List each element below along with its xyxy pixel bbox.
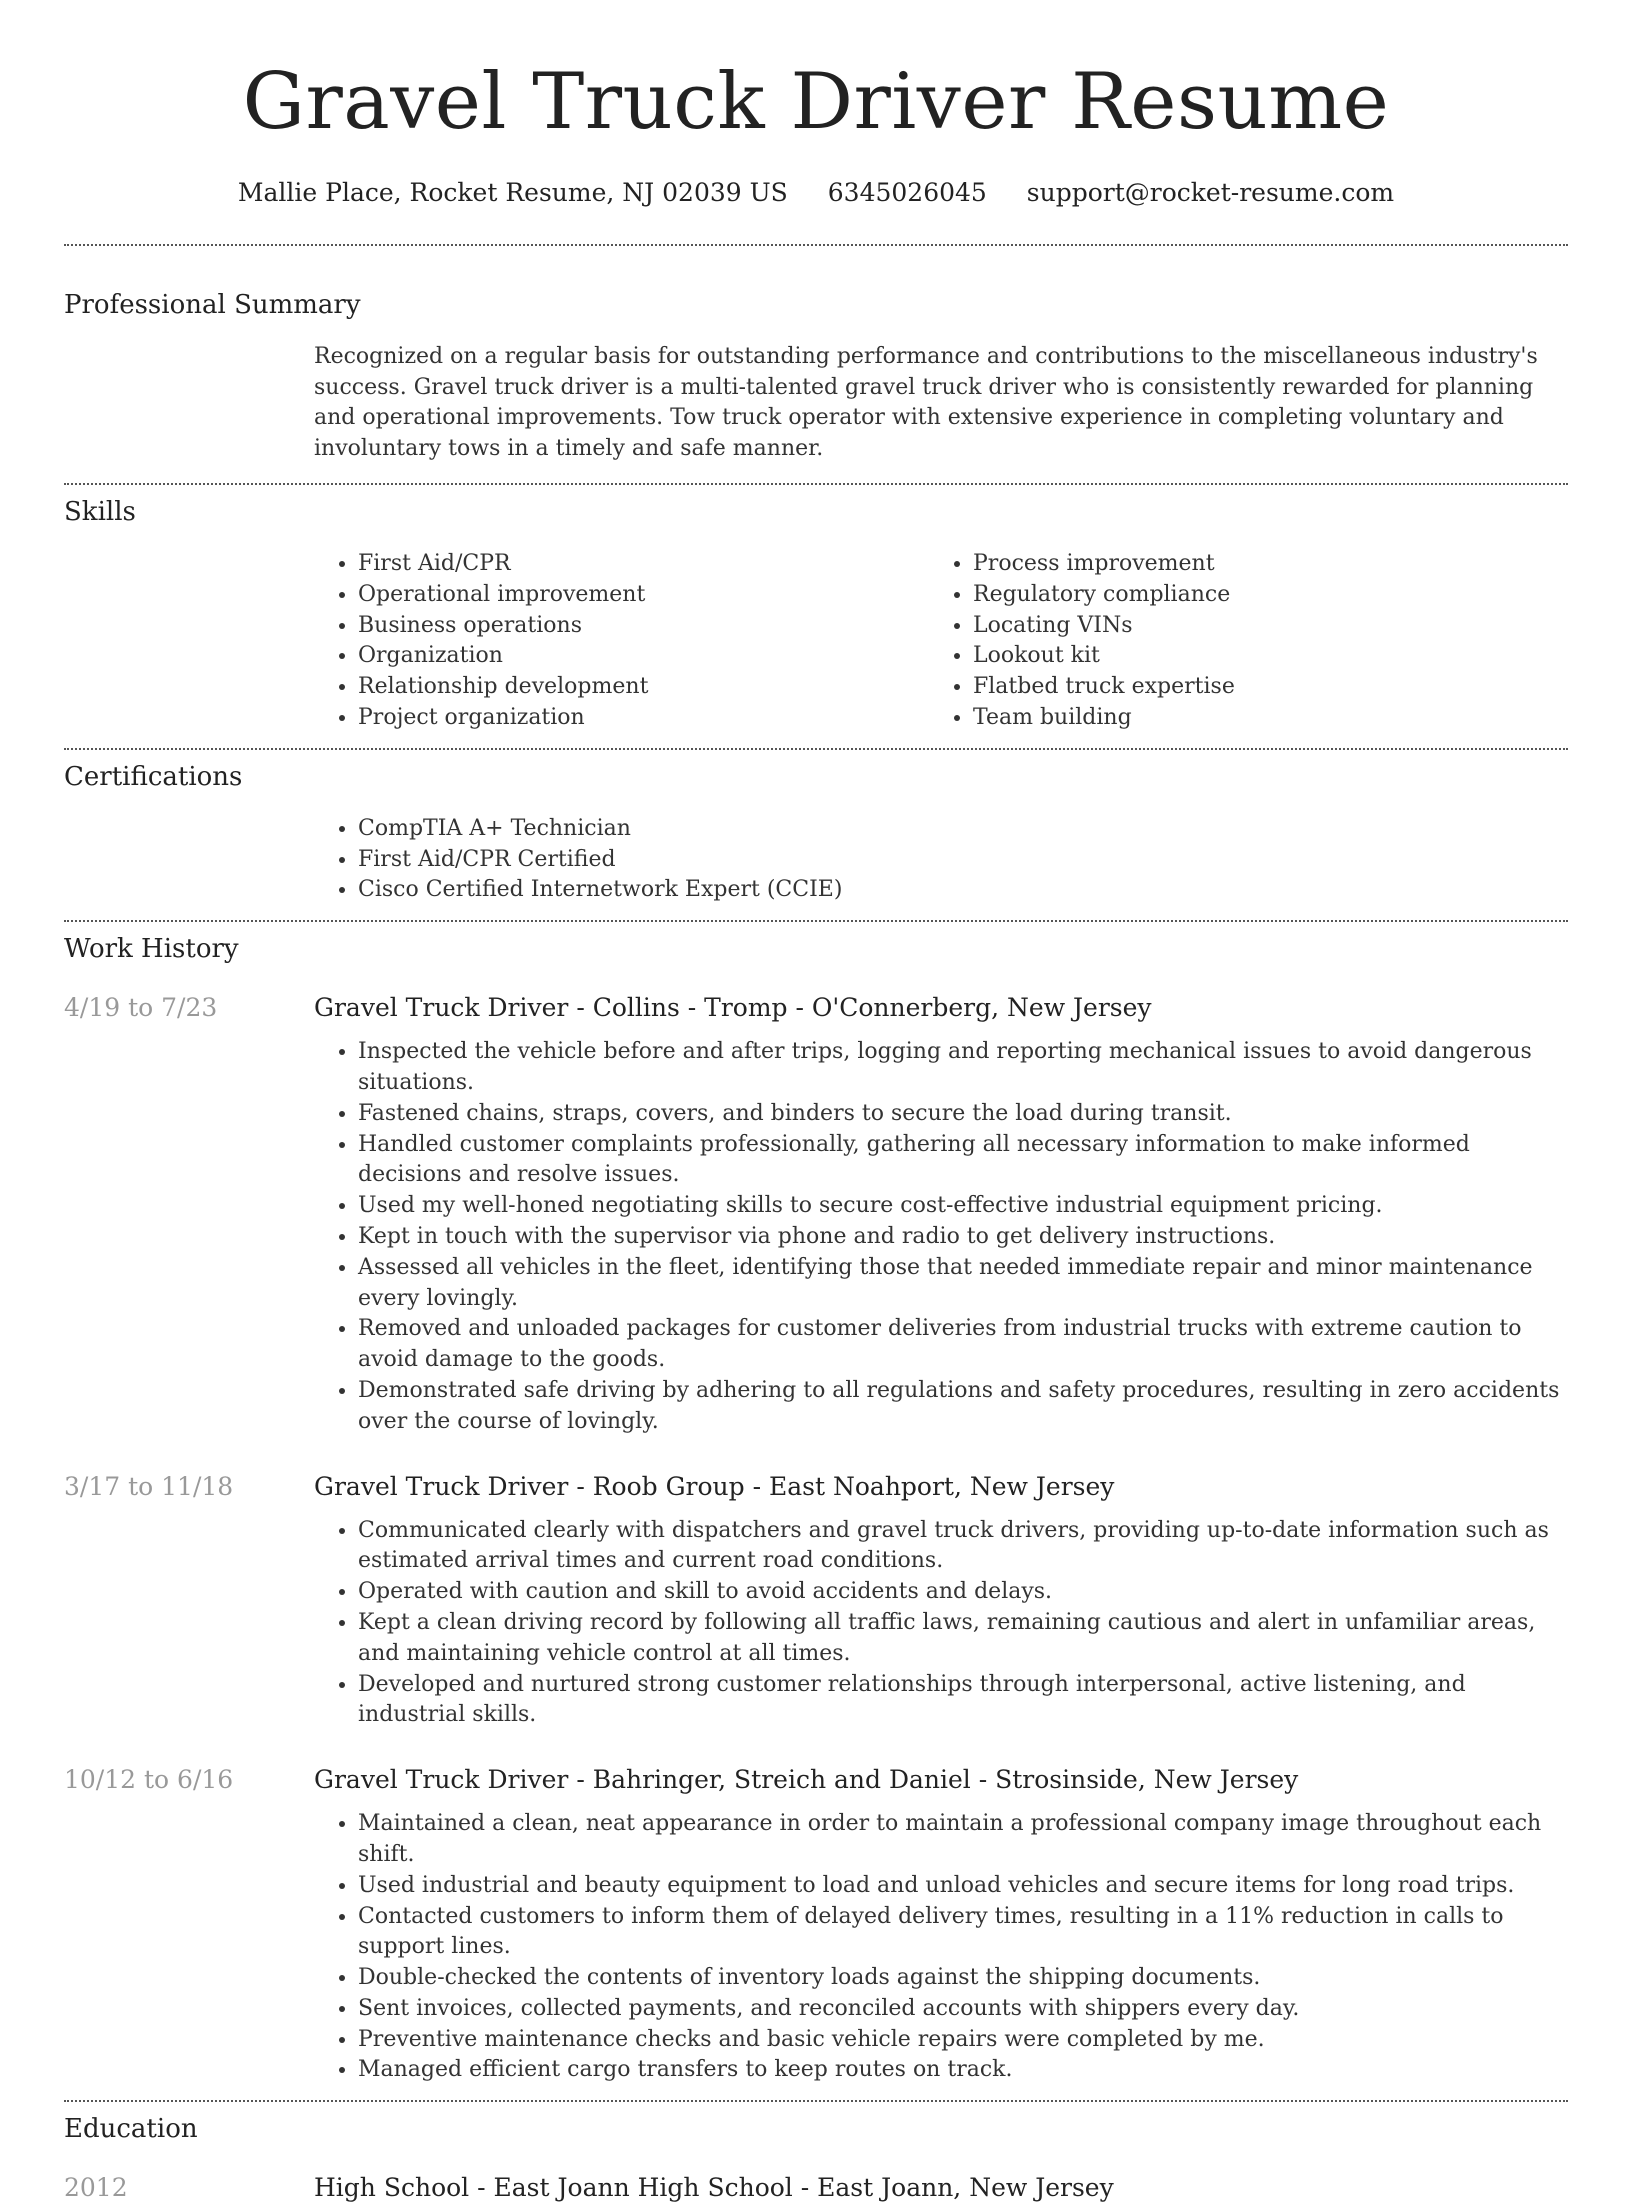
job-bullet: • Contacted customers to inform them of delayed delivery times, resulting in a 11% reduction in calls to support lines. (358, 1902, 1568, 1964)
skills-grid (314, 549, 1568, 734)
job-bullet: • Used my well-honed negotiating skills to secure cost-effective industrial equipment pricing. (358, 1191, 1568, 1222)
resume-page (64, 0, 1568, 2205)
skills-section (64, 495, 1568, 734)
job-bullet: • Preventive maintenance checks and basic vehicle repairs were completed by me. (358, 2025, 1568, 2056)
certifications-body (314, 814, 1568, 906)
job-header (64, 991, 1568, 1025)
education-section (64, 2112, 1568, 2205)
section-title-certifications: Certifications (64, 761, 243, 792)
summary-text: Recognized on a regular basis for outstanding performance and contributions to the miscellaneous industry's success. Gravel truck driver is a multi-talented gravel truck driver who is consistently rewarded for planning and operational improvements. Tow truck operator with extensive experience in completing voluntary and involuntary tows in a timely and safe manner. (314, 344, 1538, 461)
job-bullet: • Double-checked the contents of inventory loads against the shipping documents. (358, 1963, 1568, 1994)
job-bullet: • Managed efficient cargo transfers to keep routes on track. (358, 2055, 1568, 2086)
job-bullet: • Maintained a clean, neat appearance in order to maintain a professional company image throughout each shift. (358, 1809, 1568, 1871)
skill-item: • Process improvement (973, 549, 1544, 580)
skill-item: • First Aid/CPR (358, 549, 929, 580)
job-date: 10/12 to 6/16 (64, 1765, 234, 1795)
job-bullet: • Inspected the vehicle before and after trips, logging and reporting mechanical issues to avoid dangerous situations. (358, 1037, 1568, 1099)
job-header (64, 1470, 1568, 1504)
skill-item: • Operational improvement (358, 580, 929, 611)
job-bullets (314, 1809, 1568, 2086)
job-title: Gravel Truck Driver - Collins - Tromp - O'Connerberg, New Jersey (314, 993, 1152, 1023)
job-entry (64, 1763, 1568, 2086)
certification-item: • CompTIA A+ Technician (358, 814, 1568, 845)
certification-item: • Cisco Certified Internetwork Expert (CCIE) (358, 875, 1568, 906)
skill-item: • Project organization (358, 703, 929, 734)
certifications-list (314, 814, 1568, 906)
section-title-education: Education (64, 2114, 198, 2145)
education-title: High School - East Joann High School - East Joann, New Jersey (314, 2173, 1114, 2203)
summary-section (64, 288, 1568, 464)
divider (64, 244, 1568, 246)
job-bullet: • Operated with caution and skill to avoid accidents and delays. (358, 1577, 1568, 1608)
resume-title: Gravel Truck Driver Resume (242, 57, 1390, 147)
job-bullet: • Developed and nurtured strong customer relationships through interpersonal, active listening, and industrial skills. (358, 1670, 1568, 1732)
job-bullet: • Removed and unloaded packages for customer deliveries from industrial trucks with extreme caution to avoid damage to the goods. (358, 1314, 1568, 1376)
education-header (64, 2171, 1568, 2205)
divider (64, 748, 1568, 750)
skill-item: • Regulatory compliance (973, 580, 1544, 611)
skill-item: • Flatbed truck expertise (973, 672, 1544, 703)
job-header (64, 1763, 1568, 1797)
job-bullet: • Kept in touch with the supervisor via phone and radio to get delivery instructions. (358, 1222, 1568, 1253)
job-bullet: • Communicated clearly with dispatchers and gravel truck drivers, providing up-to-date information such as estimated arrival times and current road conditions. (358, 1516, 1568, 1578)
job-entry (64, 991, 1568, 1437)
job-date: 3/17 to 11/18 (64, 1471, 234, 1501)
skill-item: • Team building (973, 703, 1544, 734)
divider (64, 920, 1568, 922)
job-bullet: • Kept a clean driving record by following all traffic laws, remaining cautious and alert in unfamiliar areas, and maintaining vehicle control at all times. (358, 1608, 1568, 1670)
skill-item: • Organization (358, 641, 929, 672)
education-entry (64, 2171, 1568, 2205)
contact-phone: 6345026045 (827, 178, 987, 207)
skill-item: • Lookout kit (973, 641, 1544, 672)
contact-email: support@rocket-resume.com (1026, 178, 1395, 207)
section-title-summary: Professional Summary (64, 290, 361, 320)
skill-item: • Locating VINs (973, 611, 1544, 642)
job-bullet: • Demonstrated safe driving by adhering to all regulations and safety procedures, resulting in zero accidents over the course of lovingly. (358, 1376, 1568, 1438)
job-date: 4/19 to 7/23 (64, 993, 218, 1023)
certification-item: • First Aid/CPR Certified (358, 845, 1568, 876)
job-entry (64, 1470, 1568, 1732)
job-title: Gravel Truck Driver - Roob Group - East Noahport, New Jersey (314, 1471, 1115, 1501)
skills-list-right (929, 549, 1544, 734)
divider (64, 2100, 1568, 2102)
contact-line (64, 176, 1568, 210)
job-bullet: • Handled customer complaints professionally, gathering all necessary information to make informed decisions and resolve issues. (358, 1130, 1568, 1192)
divider (64, 483, 1568, 485)
skills-list-left (314, 549, 929, 734)
job-title: Gravel Truck Driver - Bahringer, Streich and Daniel - Strosinside, New Jersey (314, 1765, 1299, 1795)
skill-item: • Relationship development (358, 672, 929, 703)
job-bullets (314, 1516, 1568, 1732)
contact-address: Mallie Place, Rocket Resume, NJ 02039 US (237, 178, 788, 207)
job-bullets (314, 1037, 1568, 1437)
work-history-section (64, 932, 1568, 2086)
section-title-skills: Skills (64, 497, 136, 527)
skill-item: • Business operations (358, 611, 929, 642)
education-date: 2012 (64, 2173, 128, 2203)
section-title-work: Work History (64, 934, 239, 965)
job-bullet: • Used industrial and beauty equipment to load and unload vehicles and secure items for long road trips. (358, 1871, 1568, 1902)
job-bullet: • Sent invoices, collected payments, and reconciled accounts with shippers every day. (358, 1994, 1568, 2025)
job-bullet: • Fastened chains, straps, covers, and binders to secure the load during transit. (358, 1099, 1568, 1130)
certifications-section (64, 760, 1568, 906)
job-bullet: • Assessed all vehicles in the fleet, identifying those that needed immediate repair and minor maintenance every lovingly. (358, 1253, 1568, 1315)
